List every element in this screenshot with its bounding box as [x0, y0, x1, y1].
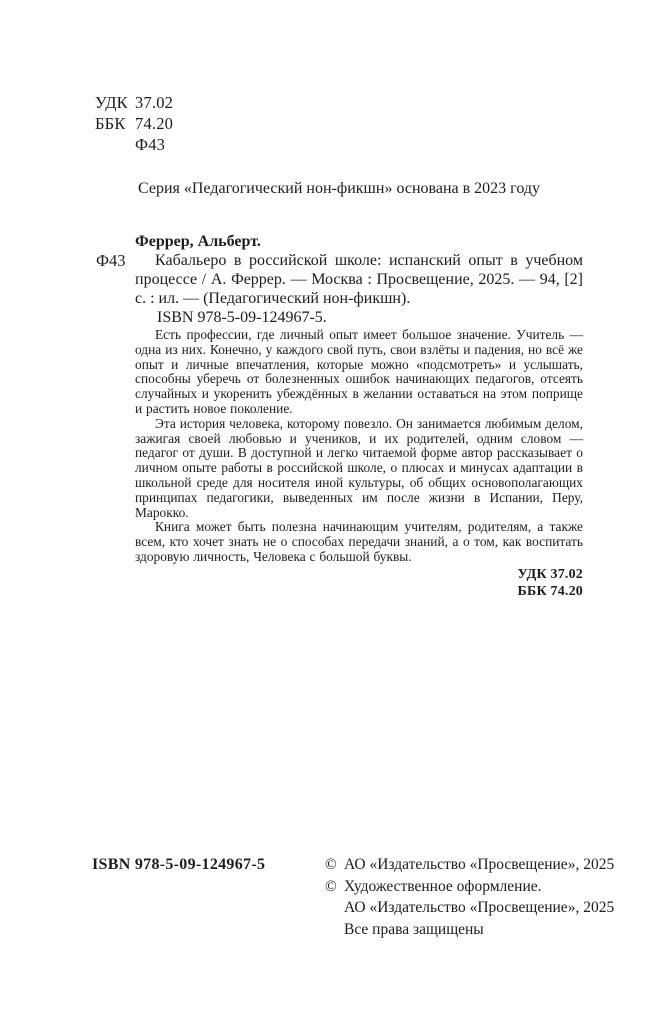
catalog-card: [96, 232, 583, 600]
author-sign-value: Ф43: [135, 135, 166, 154]
copyright-line: [325, 854, 614, 876]
copyright-symbol: [325, 919, 344, 941]
bbk-classification: [95, 113, 173, 134]
author-heading: Феррер, Альберт.: [135, 233, 261, 250]
copyright-text: АО «Издательство «Просвещение», 2025: [344, 856, 615, 873]
udk-classification: [95, 92, 173, 113]
bbk-label: ББК: [95, 114, 126, 133]
copyright-block: [325, 854, 614, 940]
udk-label: УДК: [95, 93, 128, 112]
series-note: Серия «Педагогический нон-фикшн» основана в 2023 году: [137, 180, 541, 197]
udk-footer: УДК 37.02: [517, 566, 583, 582]
copyright-symbol: [325, 897, 344, 919]
bibliographic-description: Кабальеро в российской школе: испанский опыт в учебном процессе / А. Феррер. — Москва : Просвещение, 2025. — 94, [2] с. : ил. — (Педагогический нон-фикшн).: [135, 252, 583, 307]
isbn-catalog-line: ISBN 978-5-09-124967-5.: [157, 309, 327, 326]
copyright-text: АО «Издательство «Просвещение», 2025: [344, 899, 615, 916]
author-sign: Ф43: [96, 251, 126, 270]
annotation-paragraph: Есть профессии, где личный опыт имеет большое значение. Учитель — одна из них. Конечно, у каждого свой путь, свои взлёты и падения, но всё же опыт и личные впечатления, которые можно «подсмотреть» и услышать, способны уберечь от болезненных ошибок начинающих педагогов, отсеять случайных и укоренить убеждённых в желании оставаться на этом поприще и растить новое поколение.: [135, 327, 583, 416]
classification-block: [95, 92, 173, 155]
copyright-line: [325, 876, 614, 898]
copyright-line: [325, 919, 614, 941]
udk-value: 37.02: [135, 93, 174, 112]
copyright-symbol: ©: [325, 877, 337, 895]
annotation-paragraph: Эта история человека, которому повезло. Он занимается любимым делом, зажигая своей любовью и учеников, и их родителей, одним словом — педагог от души. В доступной и легко читаемой форме автор рассказывает о личном опыте работы в российской школе, о плюсах и минусах адаптации в школьной среде для носителя иной культуры, об общих основополагающих принципах педагогики, выведенных им после жизни в Испании, Перу, Марокко.: [135, 415, 583, 520]
author-sign-top: [95, 134, 173, 155]
copyright-line: [325, 897, 614, 919]
bbk-footer: ББК 74.20: [517, 584, 583, 600]
author-sign-spacer: [95, 134, 135, 155]
copyright-symbol: ©: [325, 856, 337, 873]
bbk-value: 74.20: [135, 114, 174, 133]
copyright-text: Все права защищены: [344, 920, 484, 938]
copyright-text: Художественное оформление.: [344, 877, 542, 895]
imprint-isbn: ISBN 978-5-09-124967-5: [92, 856, 266, 873]
annotation-paragraph: Книга может быть полезна начинающим учителям, родителям, а также всем, кто хочет знать не о способах передачи знаний, а о том, как воспитать здоровую личность, Человека с большой буквы.: [135, 519, 583, 564]
